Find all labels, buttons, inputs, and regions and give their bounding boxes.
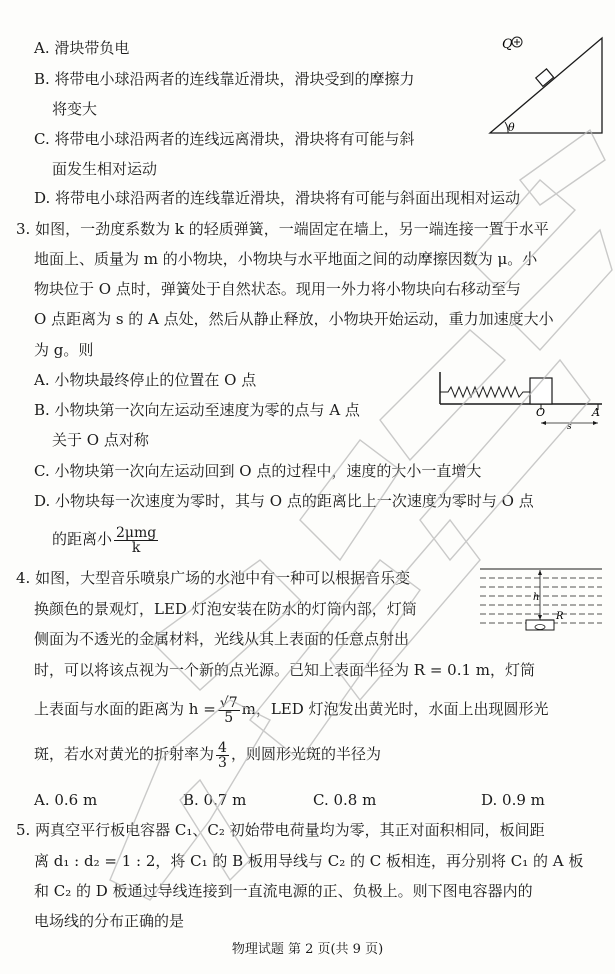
q5-line-1: 5. 两真空平行板电容器 C₁、C₂ 初始带电荷量均为零，其正对面积相同，板间距 [16, 821, 545, 839]
q3-option-d: D. 小物块每一次速度为零时，其与 O 点的距离比上一次速度为零时与 O 点 [34, 492, 534, 510]
q5-line-2: 离 d₁ : d₂ = 1 : 2，将 C₁ 的 B 板用导线与 C₂ 的 C 板相连，再分别将 C₁ 的 A 板 [34, 852, 584, 870]
q4-line-6 [34, 736, 381, 772]
q3-option-d-numerator: 2μmg [116, 524, 157, 541]
q4-line-6-post: ，则圆形光斑的半径为 [230, 745, 381, 763]
q4-line-5-post: m，LED 灯泡发出黄光时，水面上出现圆形光 [241, 700, 549, 718]
q3-line-2: 地面上、质量为 m 的小物块，小物块与水平地面之间的动摩擦因数为 μ。小 [34, 250, 538, 268]
q3-line-4: O 点距离为 s 的 A 点处，然后从静止释放，小物块开始运动，重力加速度大小 [34, 310, 554, 328]
q4-line-1: 4. 如图，大型音乐喷泉广场的水池中有一种可以根据音乐变 [16, 569, 411, 587]
q3-option-d-cont [52, 522, 160, 556]
page-footer: 物理试题 第 2 页(共 9 页) [231, 942, 384, 957]
q3-option-b-cont: 关于 O 点对称 [52, 431, 149, 449]
q2-option-c-cont: 面发生相对运动 [52, 160, 158, 178]
q2-theta-label: θ [508, 121, 515, 134]
q3-line-3: 物块位于 O 点时，弹簧处于自然状态。现用一外力将小物块向右移动至与 [34, 280, 521, 298]
q3-option-d-denominator: k [131, 539, 141, 556]
q2-option-b-cont: 将变大 [52, 100, 98, 118]
q4-option-c: C. 0.8 m [313, 791, 377, 809]
q2-option-a: A. 滑块带负电 [34, 39, 130, 57]
q4-h-fraction [218, 696, 240, 725]
q4-n-fraction [216, 741, 229, 770]
q4-n-denominator: 3 [218, 754, 227, 771]
q2-option-b: B. 将带电小球沿两者的连线靠近滑块，滑块受到的摩擦力 [34, 70, 415, 88]
q3-point-o-label: O [536, 406, 546, 419]
q4-line-5 [34, 691, 549, 727]
q5-line-4: 电场线的分布正确的是 [34, 912, 185, 930]
q4-n-numerator: 4 [218, 739, 227, 756]
q3-spring-figure [436, 368, 604, 430]
q4-h-denominator: 5 [224, 709, 234, 726]
q4-line-2: 换颜色的景观灯，LED 灯泡安装在防水的灯筒内部，灯筒 [34, 600, 417, 618]
q4-option-d: D. 0.9 m [481, 791, 545, 809]
q3-option-c: C. 小物块第一次向左运动回到 O 点的过程中，速度的大小一直增大 [34, 462, 482, 480]
q2-option-c: C. 将带电小球沿两者的连线远离滑块，滑块将有可能与斜 [34, 130, 415, 148]
q4-line-3: 侧面为不透光的金属材料，光线从其上表面的任意点射出 [34, 630, 410, 648]
q2-charge-label: Q [502, 37, 513, 52]
q4-line-5-pre: 上表面与水面的距离为 h = [34, 700, 216, 718]
q4-line-4: 时，可以将该点视为一个新的点光源。已知上表面半径为 R = 0.1 m，灯筒 [34, 661, 536, 679]
q3-option-b: B. 小物块第一次向左运动至速度为零的点与 A 点 [34, 401, 360, 419]
q4-line-6-pre: 斑，若水对黄光的折射率为 [34, 745, 215, 763]
q4-option-a: A. 0.6 m [34, 791, 98, 809]
q3-option-a: A. 小物块最终停止的位置在 O 点 [34, 371, 257, 389]
q3-option-d-fraction [114, 526, 158, 555]
q5-line-3: 和 C₂ 的 D 板通过导线连接到一直流电源的正、负极上。则下图电容器内的 [34, 882, 533, 900]
q3-line-5: 为 g。则 [34, 341, 94, 359]
q2-option-d: D. 将带电小球沿两者的连线靠近滑块，滑块将有可能与斜面出现相对运动 [34, 189, 521, 207]
q4-pool-figure [480, 566, 604, 638]
q3-option-d-text: 的距离小 [52, 530, 113, 548]
q4-h-numerator: √7 [219, 694, 238, 711]
q4-option-b: B. 0.7 m [183, 791, 247, 809]
q4-height-label: h [533, 592, 540, 603]
q4-radius-label: R [556, 611, 564, 622]
q3-line-1: 3. 如图，一劲度系数为 k 的轻质弹簧，一端固定在墙上，另一端连接一置于水平 [16, 220, 549, 238]
q3-distance-label: s [567, 422, 572, 430]
q2-incline-figure [480, 30, 610, 138]
q3-point-a-label: A [592, 406, 600, 419]
